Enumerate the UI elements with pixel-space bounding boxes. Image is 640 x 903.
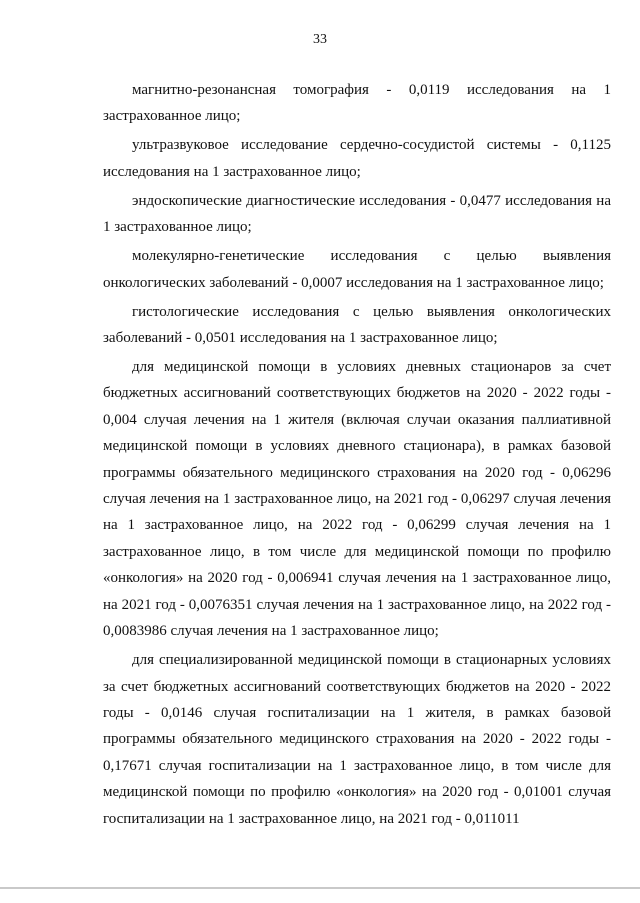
- paragraph-endoscopy: эндоскопические диагностические исследования - 0,0477 исследования на 1 застрахованное лицо;: [103, 192, 611, 236]
- paragraph-day-hospital: для медицинской помощи в условиях дневных стационаров за счет бюджетных ассигнований соответствующих бюджетов на 2020 - 2022 годы - 0,004 случая лечения на 1 жителя (включая случаи оказания паллиативной медицинской помощи в условиях дневного стационара), в рамках базовой программы обязательного медицинского страхования на 2020 год - 0,06296 случая лечения на 1 застрахованное лицо, на 2021 год - 0,06297 случая лечения на 1 застрахованное лицо, на 2022 год - 0,06299 случая лечения на 1 застрахованное лицо, в том числе для медицинской помощи по профилю «онкология» на 2020 год - 0,006941 случая лечения на 1 застрахованное лицо, на 2021 год - 0,0076351 случая лечения на 1 застрахованное лицо, на 2022 год - 0,0083986 случая лечения на 1 застрахованное лицо;: [103, 359, 611, 640]
- page-number: 33: [313, 32, 327, 47]
- paragraph-mri: магнитно-резонансная томография - 0,0119 исследования на 1 застрахованное лицо;: [103, 82, 611, 125]
- paragraph-histology: гистологические исследования с целью выявления онкологических заболеваний - 0,0501 исследования на 1 застрахованное лицо;: [103, 303, 611, 347]
- paragraph-ultrasound: ультразвуковое исследование сердечно-сосудистой системы - 0,1125 исследования на 1 застрахованное лицо;: [103, 137, 611, 180]
- document-body: [103, 77, 611, 835]
- paragraph-inpatient-care: для специализированной медицинской помощи в стационарных условиях за счет бюджетных ассигнований соответствующих бюджетов на 2020 - 2022 годы - 0,0146 случая госпитализации на 1 жителя, в рамках базовой программы обязательного медицинского страхования на 2020 - 2022 годы - 0,17671 случая госпитализации на 1 застрахованное лицо, в том числе для медицинской помощи по профилю «онкология» на 2020 год - 0,01001 случая госпитализации на 1 застрахованное лицо, на 2021 год - 0,011011: [103, 652, 611, 827]
- page-bottom-edge: [0, 887, 640, 889]
- paragraph-molecular-genetic: молекулярно-генетические исследования с целью выявления онкологических заболеваний - 0,0007 исследования на 1 застрахованное лицо;: [103, 248, 611, 291]
